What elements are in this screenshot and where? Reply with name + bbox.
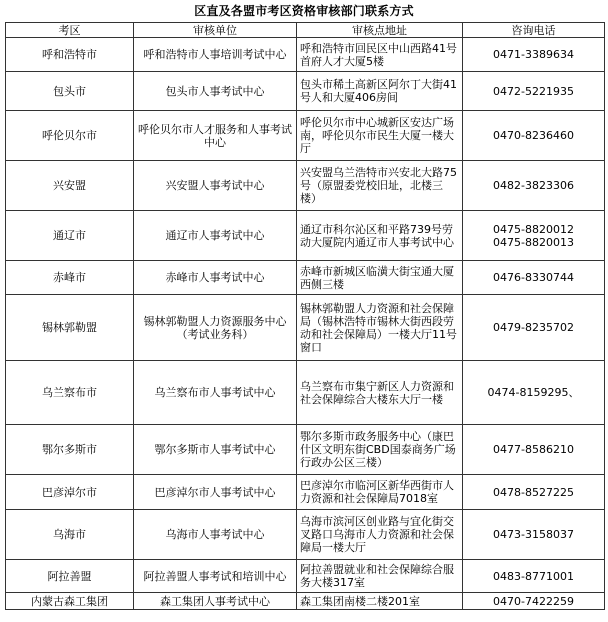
cell-phone bbox=[463, 475, 605, 510]
cell-phone bbox=[463, 211, 605, 261]
contact-table bbox=[5, 22, 605, 610]
phone-number: 0476-8330744 bbox=[493, 271, 574, 284]
cell-address: 锡林郭勒盟人力资源和社会保障局（锡林浩特市锡林大街西段劳动和社会保障局）一楼大厅11号窗口 bbox=[297, 295, 463, 361]
cell-unit: 呼和浩特市人事培训考试中心 bbox=[134, 38, 297, 72]
table-row bbox=[6, 211, 605, 261]
phone-number: 0474-8159295、 bbox=[487, 386, 580, 399]
cell-phone bbox=[463, 161, 605, 211]
phone-number: 0470-7422259 bbox=[493, 594, 574, 608]
cell-address: 包头市稀土高新区阿尔丁大街41号人和大厦406房间 bbox=[297, 72, 463, 111]
cell-unit: 阿拉善盟人事考试和培训中心 bbox=[134, 560, 297, 593]
cell-unit: 巴彦淖尔市人事考试中心 bbox=[134, 475, 297, 510]
cell-unit: 兴安盟人事考试中心 bbox=[134, 161, 297, 211]
cell-phone bbox=[463, 425, 605, 475]
table-row bbox=[6, 38, 605, 72]
cell-phone bbox=[463, 111, 605, 161]
cell-region: 呼伦贝尔市 bbox=[6, 111, 134, 161]
cell-address: 通辽市科尔沁区和平路739号劳动大厦院内通辽市人事考试中心 bbox=[297, 211, 463, 261]
table-row bbox=[6, 425, 605, 475]
cell-phone bbox=[463, 361, 605, 425]
phone-number: 0472-5221935 bbox=[493, 84, 574, 98]
cell-unit: 森工集团人事考试中心 bbox=[134, 593, 297, 610]
phone-number: 0477-8586210 bbox=[493, 443, 574, 456]
header-address: 审核点地址 bbox=[297, 23, 463, 38]
table-row bbox=[6, 161, 605, 211]
table-row bbox=[6, 475, 605, 510]
cell-address: 赤峰市新城区临潢大街宝通大厦西侧三楼 bbox=[297, 261, 463, 295]
table-row bbox=[6, 261, 605, 295]
cell-phone bbox=[463, 72, 605, 111]
phone-number: 0482-3823306 bbox=[493, 179, 574, 192]
page-title: 区直及各盟市考区资格审核部门联系方式 bbox=[194, 4, 414, 18]
cell-region: 内蒙古森工集团 bbox=[6, 593, 134, 610]
cell-phone bbox=[463, 295, 605, 361]
cell-unit: 鄂尔多斯市人事考试中心 bbox=[134, 425, 297, 475]
cell-phone bbox=[463, 261, 605, 295]
cell-phone bbox=[463, 593, 605, 610]
cell-unit: 通辽市人事考试中心 bbox=[134, 211, 297, 261]
table-header-row bbox=[6, 23, 605, 38]
table-row bbox=[6, 295, 605, 361]
table-body bbox=[6, 38, 605, 610]
cell-region: 乌海市 bbox=[6, 510, 134, 560]
table-row bbox=[6, 111, 605, 161]
cell-address: 乌海市滨河区创业路与宜化街交叉路口乌海市人力资源和社会保障局一楼大厅 bbox=[297, 510, 463, 560]
cell-unit: 乌兰察布市人事考试中心 bbox=[134, 361, 297, 425]
cell-address: 阿拉善盟就业和社会保障综合服务大楼317室 bbox=[297, 560, 463, 593]
header-unit: 审核单位 bbox=[134, 23, 297, 38]
cell-region: 通辽市 bbox=[6, 211, 134, 261]
cell-unit: 锡林郭勒盟人力资源服务中心（考试业务科） bbox=[134, 295, 297, 361]
cell-region: 兴安盟 bbox=[6, 161, 134, 211]
phone-number: 0475-8820013 bbox=[493, 235, 574, 249]
cell-address: 呼伦贝尔市中心城新区安达广场南，呼伦贝尔市民生大厦一楼大厅 bbox=[297, 111, 463, 161]
table-row bbox=[6, 560, 605, 593]
cell-region: 赤峰市 bbox=[6, 261, 134, 295]
cell-phone bbox=[463, 510, 605, 560]
cell-address: 巴彦淖尔市临河区新华西街市人力资源和社会保障局7018室 bbox=[297, 475, 463, 510]
table-row bbox=[6, 510, 605, 560]
cell-address: 呼和浩特市回民区中山西路41号首府人才大厦5楼 bbox=[297, 38, 463, 72]
phone-number: 0470-8236460 bbox=[493, 129, 574, 142]
cell-unit: 赤峰市人事考试中心 bbox=[134, 261, 297, 295]
header-region: 考区 bbox=[6, 23, 134, 38]
cell-address: 鄂尔多斯市政务服务中心（康巴什区文明东街CBD国泰商务广场行政办公区三楼） bbox=[297, 425, 463, 475]
cell-unit: 乌海市人事考试中心 bbox=[134, 510, 297, 560]
phone-number: 0471-3389634 bbox=[493, 48, 574, 61]
cell-region: 阿拉善盟 bbox=[6, 560, 134, 593]
table-row bbox=[6, 72, 605, 111]
table-row bbox=[6, 593, 605, 610]
phone-number: 0475-8820012 bbox=[493, 222, 574, 236]
cell-region: 锡林郭勒盟 bbox=[6, 295, 134, 361]
table-row bbox=[6, 361, 605, 425]
cell-region: 乌兰察布市 bbox=[6, 361, 134, 425]
cell-address: 乌兰察布市集宁新区人力资源和社会保障综合大楼东大厅一楼 bbox=[297, 361, 463, 425]
cell-unit: 包头市人事考试中心 bbox=[134, 72, 297, 111]
cell-phone bbox=[463, 38, 605, 72]
phone-number: 0483-8771001 bbox=[493, 569, 574, 583]
cell-phone bbox=[463, 560, 605, 593]
cell-address: 兴安盟乌兰浩特市兴安北大路75号（原盟委党校旧址，北楼三楼） bbox=[297, 161, 463, 211]
cell-address: 森工集团南楼二楼201室 bbox=[297, 593, 463, 610]
cell-unit: 呼伦贝尔市人才服务和人事考试中心 bbox=[134, 111, 297, 161]
phone-number: 0479-8235702 bbox=[493, 321, 574, 334]
cell-region: 鄂尔多斯市 bbox=[6, 425, 134, 475]
header-phone: 咨询电话 bbox=[463, 23, 605, 38]
cell-region: 呼和浩特市 bbox=[6, 38, 134, 72]
phone-number: 0478-8527225 bbox=[493, 485, 574, 499]
cell-region: 巴彦淖尔市 bbox=[6, 475, 134, 510]
cell-region: 包头市 bbox=[6, 72, 134, 111]
phone-number: 0473-3158037 bbox=[493, 528, 574, 541]
